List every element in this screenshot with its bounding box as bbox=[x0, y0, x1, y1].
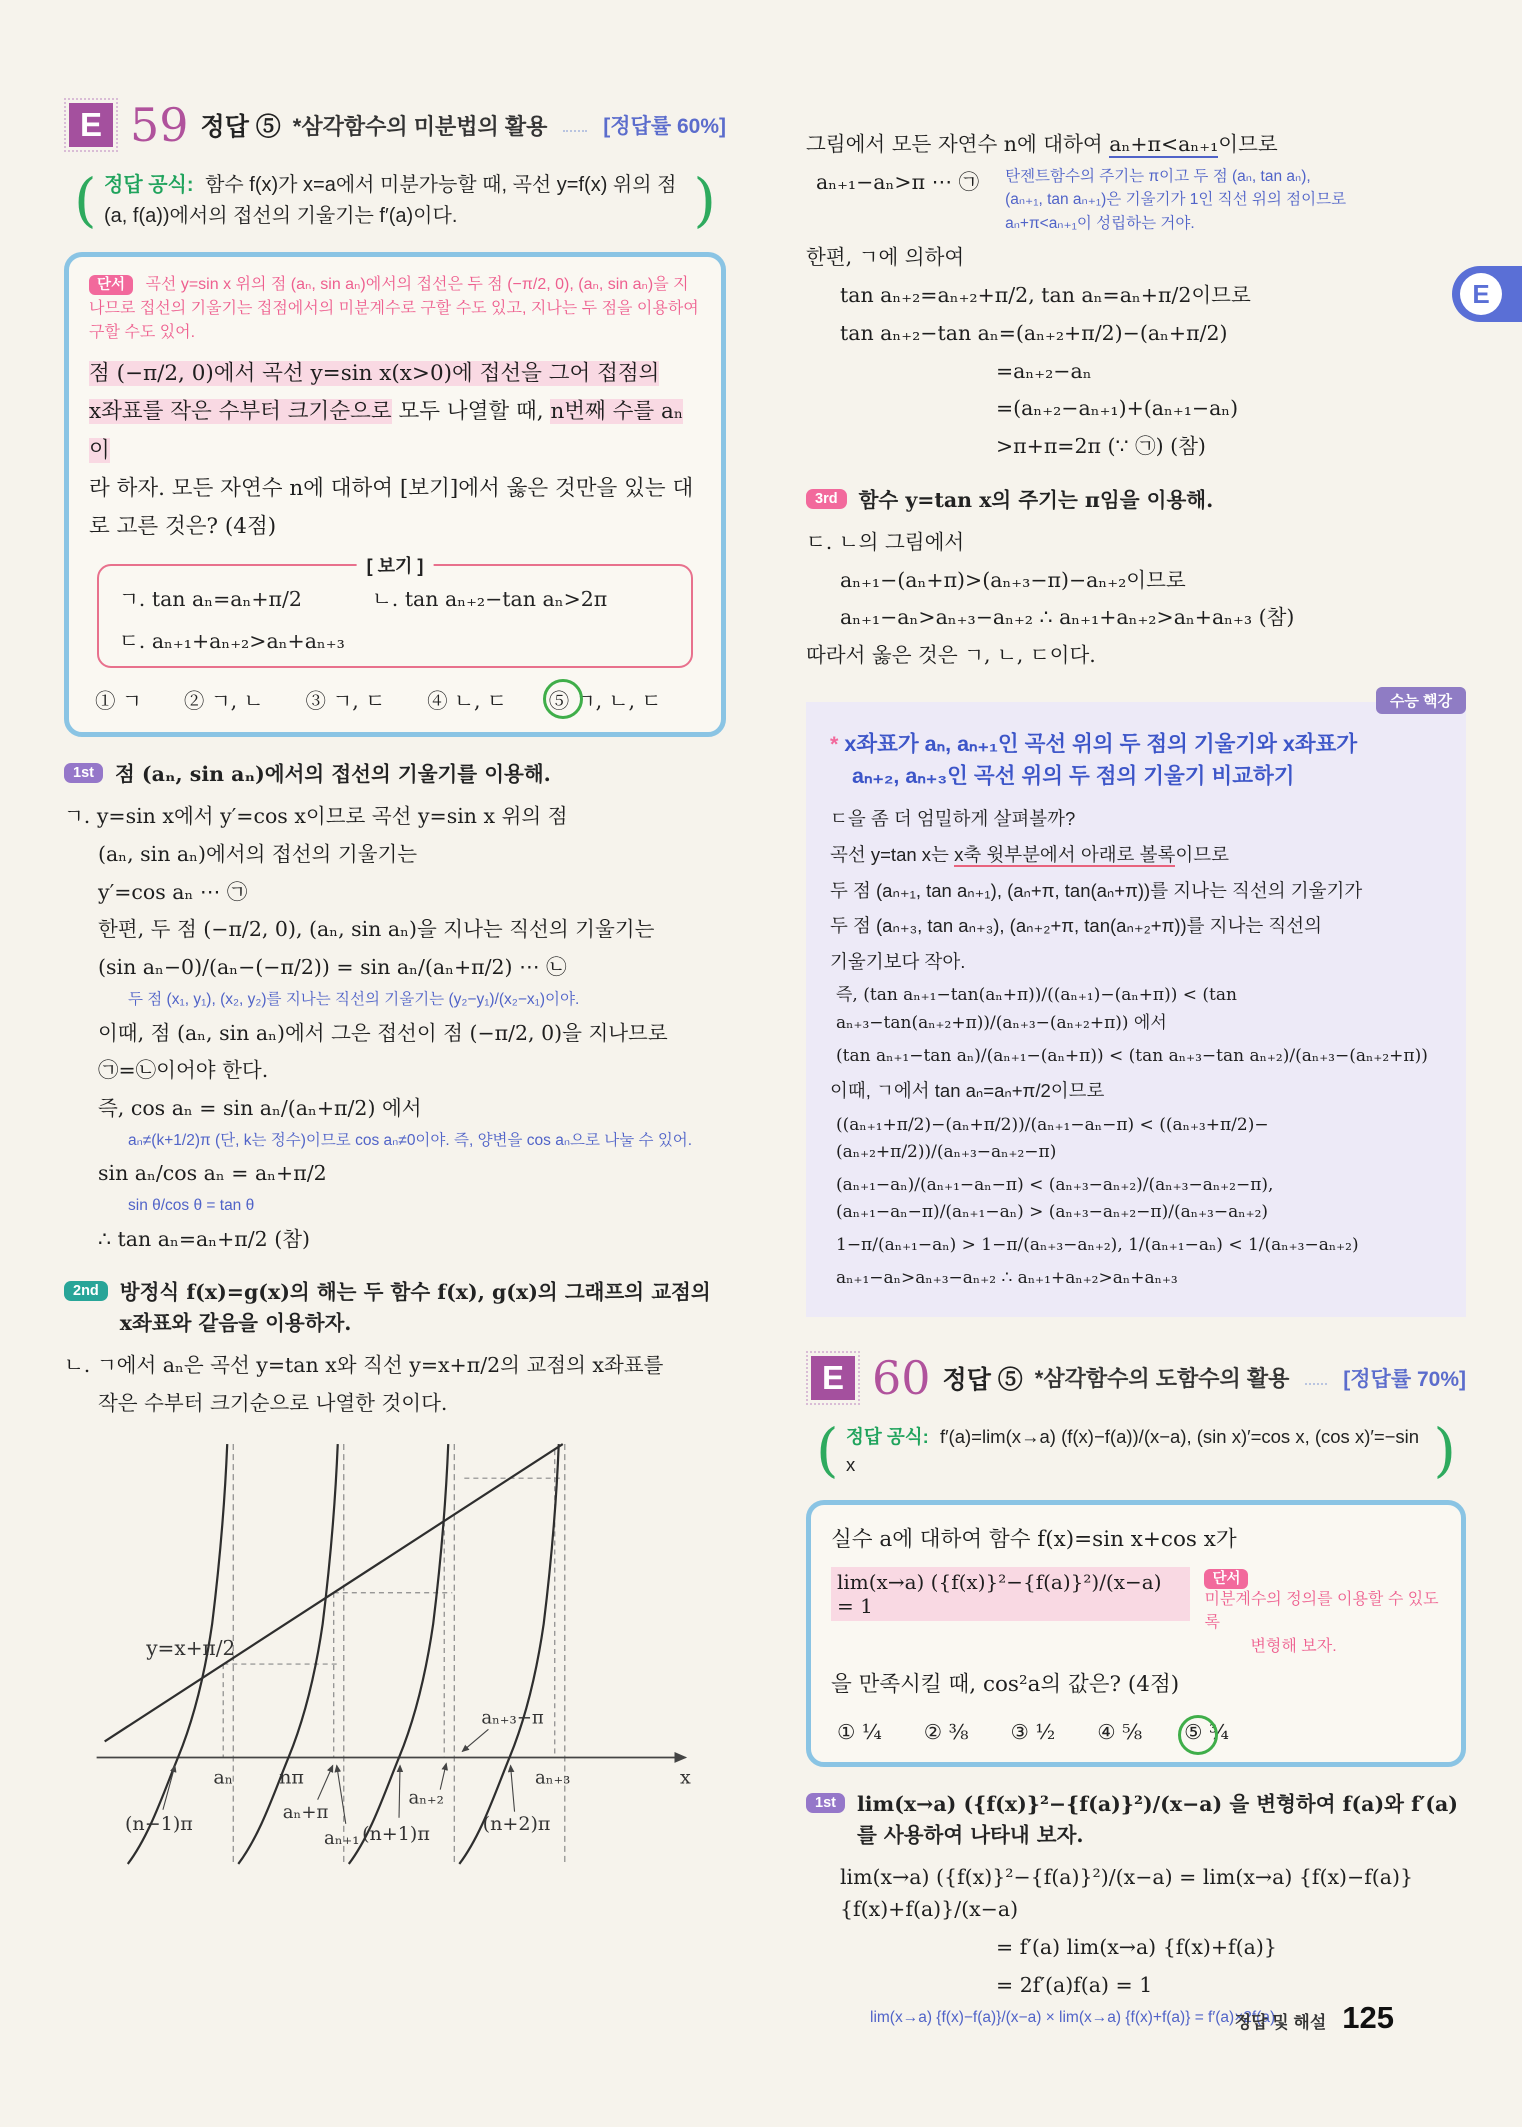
answer-label: 정답 ⑤ bbox=[942, 1365, 1023, 1394]
formula-label: 정답 공식: bbox=[104, 174, 194, 196]
clue-badge: 단서 bbox=[89, 275, 133, 295]
choice-option: ⑤ ㄱ, ㄴ, ㄷ bbox=[549, 684, 662, 714]
problem-line: 로 고른 것은? (4점) bbox=[89, 514, 277, 540]
page-footer bbox=[1235, 2000, 1394, 2036]
tick-an2: aₙ₊₂ bbox=[408, 1787, 444, 1809]
step-1st bbox=[64, 759, 726, 790]
note-line: aₙ+π<aₙ₊₁이 성립하는 거야. bbox=[1005, 214, 1195, 232]
haekgang-line: ㄷ을 좀 더 엄밀하게 살펴볼까? bbox=[830, 808, 1076, 830]
boki-item: ㄱ. tan aₙ=aₙ+π/2 bbox=[119, 587, 302, 612]
step-badge-3rd: 3rd bbox=[806, 489, 847, 509]
problem-statement bbox=[89, 355, 701, 546]
step-badge-2nd: 2nd bbox=[64, 1281, 108, 1301]
step-text: 함수 y=tan x의 주기는 π임을 이용해. bbox=[858, 487, 1214, 512]
equation-line: aₙ₊₁−aₙ>π ⋯ ㉠ bbox=[816, 169, 980, 194]
problem-statement bbox=[831, 1521, 1441, 1559]
problem-number: 60 bbox=[872, 1350, 931, 1405]
solution-line: tan aₙ₊₂−tan aₙ=(aₙ₊₂+π/2)−(aₙ+π/2) bbox=[840, 320, 1228, 345]
choice-option: ③ ½ bbox=[1010, 1720, 1056, 1745]
title-line: aₙ₊₂, aₙ₊₃인 곡선 위의 두 점의 기울기 비교하기 bbox=[852, 764, 1295, 789]
series-badge-frame bbox=[806, 1351, 860, 1405]
solution-line: lim(x→a) ({f(x)}²−{f(a)}²)/(x−a) = lim(x→a) {f(x)−f(a)}{f(x)+f(a)}/(x−a) bbox=[840, 1864, 1414, 1922]
dotted-leader bbox=[563, 118, 587, 132]
problem-line: 을 만족시킬 때, cos²a의 값은? (4점) bbox=[831, 1671, 1180, 1697]
haekgang-line: 기울기보다 작아. bbox=[830, 950, 966, 972]
solution-line bbox=[806, 128, 1466, 161]
haekgang-line: (tan aₙ₊₁−tan aₙ)/(aₙ₊₁−(aₙ+π)) < (tan aₙ₊₃−tan aₙ₊₂)/(aₙ₊₃−(aₙ₊₂+π)) bbox=[836, 1045, 1428, 1066]
formula-text: 함수 f(x)가 x=a에서 미분가능할 때, 곡선 y=f(x) 위의 점 (a, f(a))에서의 접선의 기울기는 f′(a)이다. bbox=[104, 174, 677, 227]
solution-line: sin θ/cos θ = tan θ bbox=[128, 1197, 255, 1215]
problem-statement bbox=[831, 1666, 1441, 1704]
choice-option: ⑤ ¾ bbox=[1184, 1720, 1229, 1745]
x-axis-label: x bbox=[679, 1766, 691, 1789]
solution-block-n-right bbox=[806, 241, 1466, 463]
solution-line: >π+π=2π (∵ ㉠) (참) bbox=[996, 434, 1206, 459]
choice-row-e59 bbox=[95, 684, 695, 714]
problem-number: 59 bbox=[130, 98, 189, 152]
haekgang-body bbox=[830, 876, 1442, 1293]
problem-line: 모두 나열할 때, bbox=[391, 399, 551, 425]
solution-line: 두 점 (x₁, y₁), (x₂, y₂)를 지나는 직선의 기울기는 (y₂−y₁)/(x₂−x₁)이야. bbox=[128, 991, 580, 1009]
haekgang-line: 두 점 (aₙ₊₃, tan aₙ₊₃), (aₙ₊₂+π, tan(aₙ₊₂+π))를 지나는 직선의 bbox=[830, 915, 1323, 937]
solution-block-n bbox=[64, 1349, 726, 1420]
tick-an1: aₙ₊₁ bbox=[324, 1827, 360, 1849]
tick-an3-minus-pi: aₙ₊₃−π bbox=[481, 1706, 544, 1728]
page-number: 125 bbox=[1342, 2000, 1394, 2035]
tick-npi: nπ bbox=[279, 1766, 304, 1789]
haekgang-line: aₙ₊₁−aₙ>aₙ₊₃−aₙ₊₂ ∴ aₙ₊₁+aₙ₊₂>aₙ+aₙ₊₃ bbox=[836, 1268, 1178, 1289]
step-text: 방정식 f(x)=g(x)의 해는 두 함수 f(x), g(x)의 그래프의 교점의 x좌표와 같음을 이용하자. bbox=[119, 1280, 711, 1336]
choice-option: ④ ㄴ, ㄷ bbox=[427, 689, 507, 714]
solution-line: ㄷ. ㄴ의 그림에서 bbox=[806, 529, 965, 554]
solution-line: y′=cos aₙ ⋯ ㉠ bbox=[98, 879, 248, 904]
boki-box bbox=[97, 556, 693, 668]
solution-line: ㉠=㉡이어야 한다. bbox=[98, 1058, 269, 1083]
answer-formula-e60 bbox=[816, 1419, 1456, 1484]
problem-line: 실수 a에 대하여 함수 f(x)=sin x+cos x가 bbox=[831, 1527, 1237, 1553]
right-column bbox=[806, 128, 1466, 2034]
solution-block-d bbox=[806, 526, 1466, 672]
haekgang-title bbox=[830, 728, 1442, 793]
choice-option: ② ㄱ, ㄴ bbox=[183, 689, 264, 714]
text-segment: 그림에서 모든 자연수 n에 대하여 bbox=[806, 132, 1110, 156]
solution-line: ㄱ. y=sin x에서 y′=cos x이므로 곡선 y=sin x 위의 점 bbox=[64, 804, 568, 829]
haekgang-line bbox=[830, 840, 1442, 870]
solution-line: (aₙ, sin aₙ)에서의 접선의 기울기는 bbox=[98, 841, 418, 866]
text-segment: 곡선 y=tan x는 bbox=[830, 844, 955, 866]
step-badge-1st: 1st bbox=[806, 1793, 845, 1813]
solution-line: 한편, ㄱ에 의하여 bbox=[806, 245, 965, 270]
line-equation-label: y=x+π/2 bbox=[146, 1635, 236, 1660]
boki-item: ㄷ. aₙ₊₁+aₙ₊₂>aₙ+aₙ₊₃ bbox=[119, 629, 345, 654]
underlined-segment: x축 윗부분에서 아래로 볼록 bbox=[954, 844, 1176, 866]
solution-line: aₙ₊₁−aₙ>aₙ₊₃−aₙ₊₂ ∴ aₙ₊₁+aₙ₊₂>aₙ+aₙ₊₃ (참) bbox=[840, 605, 1295, 630]
tick-n-minus-1-pi: (n−1)π bbox=[124, 1812, 193, 1835]
answer-label: 정답 ⑤ bbox=[200, 113, 281, 141]
topic-label: *삼각함수의 도함수의 활용 bbox=[1034, 1366, 1290, 1392]
left-column bbox=[64, 98, 726, 1875]
step-badge-1st: 1st bbox=[64, 763, 103, 783]
star-marker: * bbox=[830, 731, 839, 756]
dotted-leader bbox=[1305, 1371, 1327, 1385]
limit-equation: lim(x→a) ({f(x)}²−{f(a)}²)/(x−a) = 1 bbox=[831, 1567, 1190, 1621]
haekgang-line: 이때, ㄱ에서 tan aₙ=aₙ+π/2이므로 bbox=[830, 1079, 1105, 1101]
step-1st-e60 bbox=[806, 1789, 1466, 1851]
solution-line: ∴ tan aₙ=aₙ+π/2 (참) bbox=[98, 1226, 311, 1251]
equation-with-note bbox=[806, 165, 1466, 236]
clue-text: 곡선 y=sin x 위의 점 (aₙ, sin aₙ)에서의 접선은 두 점 (−π/2, 0), (aₙ, sin aₙ)을 지나므로 접선의 기울기는 접점에서의 미분계수로 구할 수도 있고, 지나는 두 점을 이용하여 구할 수도 있어. bbox=[89, 276, 699, 341]
answer-rate-badge: [정답률 60%] bbox=[603, 115, 726, 138]
solution-line: =aₙ₊₂−aₙ bbox=[996, 358, 1092, 383]
choice-option: ② ⅜ bbox=[923, 1720, 969, 1745]
suneung-haekgang-box bbox=[806, 692, 1466, 1317]
solution-line: = f′(a) lim(x→a) {f(x)+f(a)} bbox=[996, 1935, 1277, 1960]
problem-line: 라 하자. 모든 자연수 n에 대하여 [보기]에서 옳은 것만을 있는 대 bbox=[89, 475, 694, 501]
title-line: x좌표가 aₙ, aₙ₊₁인 곡선 위의 두 점의 기울기와 x좌표가 bbox=[844, 731, 1358, 756]
solution-line: aₙ≠(k+1/2)π (단, k는 정수)이므로 cos aₙ≠0이야. 즉, 양변을 cos aₙ으로 나눌 수 있어. bbox=[128, 1131, 693, 1149]
solution-block-g bbox=[64, 800, 726, 1255]
answer-formula bbox=[74, 166, 716, 236]
boki-item: ㄴ. tan aₙ₊₂−tan aₙ>2π bbox=[371, 587, 608, 612]
section-edge-tab bbox=[1452, 266, 1522, 322]
clue-text: 미분계수의 정의를 이용할 수 있도록 bbox=[1204, 1591, 1439, 1632]
tick-an-plus-pi: aₙ+π bbox=[282, 1801, 329, 1823]
haekgang-badge: 수능 핵강 bbox=[1376, 687, 1466, 714]
solution-line: 작은 수부터 크기순으로 나열한 것이다. bbox=[98, 1390, 448, 1415]
series-badge-frame bbox=[64, 98, 118, 152]
solution-line: sin aₙ/cos aₙ = aₙ+π/2 bbox=[98, 1161, 327, 1186]
step-2nd bbox=[64, 1277, 726, 1339]
series-letter: E bbox=[69, 103, 113, 147]
choice-option: ① ㄱ bbox=[95, 689, 142, 714]
problem-header-e59 bbox=[64, 98, 726, 152]
tick-n-plus-2-pi: (n+2)π bbox=[482, 1812, 551, 1835]
haekgang-line: 두 점 (aₙ₊₁, tan aₙ₊₁), (aₙ+π, tan(aₙ+π))를 지나는 직선의 기울기가 bbox=[830, 879, 1363, 901]
note-line: (aₙ₊₁, tan aₙ₊₁)은 기울기가 1인 직선 위의 점이므로 bbox=[1005, 191, 1347, 209]
problem-line: n번째 수를 aₙ이 bbox=[89, 399, 684, 463]
boki-row bbox=[119, 582, 671, 612]
problem-line: x좌표를 작은 수부터 크기순으로 bbox=[89, 399, 392, 425]
choice-option: ④ ⅝ bbox=[1097, 1720, 1143, 1745]
tick-an3: aₙ₊₃ bbox=[535, 1767, 571, 1789]
solution-line: tan aₙ₊₂=aₙ₊₂+π/2, tan aₙ=aₙ+π/2이므로 bbox=[840, 283, 1251, 307]
clue-annotation bbox=[89, 273, 701, 345]
highlighted-equation-row bbox=[831, 1567, 1441, 1658]
solution-line: 즉, cos aₙ = sin aₙ/(aₙ+π/2) 에서 bbox=[98, 1096, 422, 1121]
haekgang-line: ((aₙ₊₁+π/2)−(aₙ+π/2))/(aₙ₊₁−aₙ−π) < ((aₙ₊₃+π/2)−(aₙ₊₂+π/2))/(aₙ₊₃−aₙ₊₂−π) bbox=[836, 1114, 1269, 1162]
haekgang-line: 즉, (tan aₙ₊₁−tan(aₙ+π))/((aₙ₊₁)−(aₙ+π)) < (tan aₙ₊₃−tan(aₙ₊₂+π))/(aₙ₊₃−(aₙ₊₂+π)) 에서 bbox=[836, 985, 1237, 1033]
blue-note-block bbox=[1005, 165, 1346, 236]
solution-line: lim(x→a) {f(x)−f(a)}/(x−a) × lim(x→a) {f(x)+f(a)} = f′(a)×2f(a) bbox=[870, 2008, 1276, 2026]
footer-section-label: 정답 및 해설 bbox=[1234, 2013, 1327, 2032]
formula-text: f′(a)=lim(x→a) (f(x)−f(a))/(x−a), (sin x)′=cos x, (cos x)′=−sin x bbox=[846, 1425, 1420, 1476]
solution-line: =(aₙ₊₂−aₙ₊₁)+(aₙ₊₁−aₙ) bbox=[996, 396, 1239, 421]
series-letter: E bbox=[811, 1356, 855, 1400]
note-line: 탄젠트함수의 주기는 π이고 두 점 (aₙ, tan aₙ), bbox=[1005, 167, 1311, 185]
boki-label: [ 보기 ] bbox=[357, 552, 434, 578]
problem-box-e59 bbox=[64, 252, 726, 737]
solution-line: = 2f′(a)f(a) = 1 bbox=[996, 1973, 1153, 1997]
problem-line: 점 (−π/2, 0)에서 곡선 y=sin x(x>0)에 접선을 그어 접점의 bbox=[89, 361, 660, 386]
solution-line: 따라서 옳은 것은 ㄱ, ㄴ, ㄷ이다. bbox=[806, 643, 1096, 668]
tick-an: aₙ bbox=[213, 1766, 234, 1789]
tick-n-plus-1-pi: (n+1)π bbox=[362, 1822, 430, 1845]
clue-text: 변형해 보자. bbox=[1250, 1637, 1337, 1655]
solution-line: ㄴ. ㄱ에서 aₙ은 곡선 y=tan x와 직선 y=x+π/2의 교점의 x좌표를 bbox=[64, 1352, 664, 1377]
problem-box-e60 bbox=[806, 1500, 1466, 1767]
choice-row-e60 bbox=[837, 1720, 1435, 1744]
formula-label: 정답 공식: bbox=[846, 1425, 929, 1447]
underlined-segment: aₙ+π<aₙ₊₁ bbox=[1109, 132, 1219, 156]
problem-header-e60 bbox=[806, 1351, 1466, 1405]
clue-badge: 단서 bbox=[1204, 1569, 1248, 1589]
step-3rd bbox=[806, 485, 1466, 516]
solution-line: (sin aₙ−0)/(aₙ−(−π/2)) = sin aₙ/(aₙ+π/2) ⋯ ㉡ bbox=[98, 955, 567, 980]
answer-rate-badge: [정답률 70%] bbox=[1343, 1367, 1466, 1391]
choice-option: ① ¼ bbox=[837, 1720, 882, 1745]
haekgang-line: 1−π/(aₙ₊₁−aₙ) > 1−π/(aₙ₊₃−aₙ₊₂), 1/(aₙ₊₁−aₙ) < 1/(aₙ₊₃−aₙ₊₂) bbox=[836, 1235, 1359, 1256]
solution-line: aₙ₊₁−(aₙ+π)>(aₙ₊₃−π)−aₙ₊₂이므로 bbox=[840, 567, 1186, 592]
text-segment: 이므로 bbox=[1218, 132, 1278, 156]
choice-option: ③ ㄱ, ㄷ bbox=[305, 689, 386, 714]
haekgang-line: (aₙ₊₁−aₙ)/(aₙ₊₁−aₙ−π) < (aₙ₊₃−aₙ₊₂)/(aₙ₊₃−aₙ₊₂−π), (aₙ₊₁−aₙ−π)/(aₙ₊₁−aₙ) > (aₙ₊₃−aₙ₊₂−π)/(aₙ₊₃−aₙ₊₂) bbox=[836, 1174, 1274, 1223]
text-segment: 이므로 bbox=[1175, 844, 1229, 866]
tangent-graph-figure bbox=[74, 1438, 726, 1875]
section-tab-letter: E bbox=[1460, 273, 1502, 315]
solution-line: 한편, 두 점 (−π/2, 0), (aₙ, sin aₙ)을 지나는 직선의 기울기는 bbox=[98, 917, 655, 942]
solution-line: 이때, 점 (aₙ, sin aₙ)에서 그은 접선이 점 (−π/2, 0)을 지나므로 bbox=[98, 1020, 668, 1045]
step-text: 점 (aₙ, sin aₙ)에서의 접선의 기울기를 이용해. bbox=[114, 762, 551, 787]
topic-label: *삼각함수의 미분법의 활용 bbox=[292, 113, 548, 139]
tan-curves-chart bbox=[74, 1438, 714, 1870]
step-text: lim(x→a) ({f(x)}²−{f(a)}²)/(x−a) 을 변형하여 f(a)와 f′(a)를 사용하여 나타내 보자. bbox=[856, 1792, 1458, 1847]
clue-annotation bbox=[1204, 1567, 1441, 1658]
